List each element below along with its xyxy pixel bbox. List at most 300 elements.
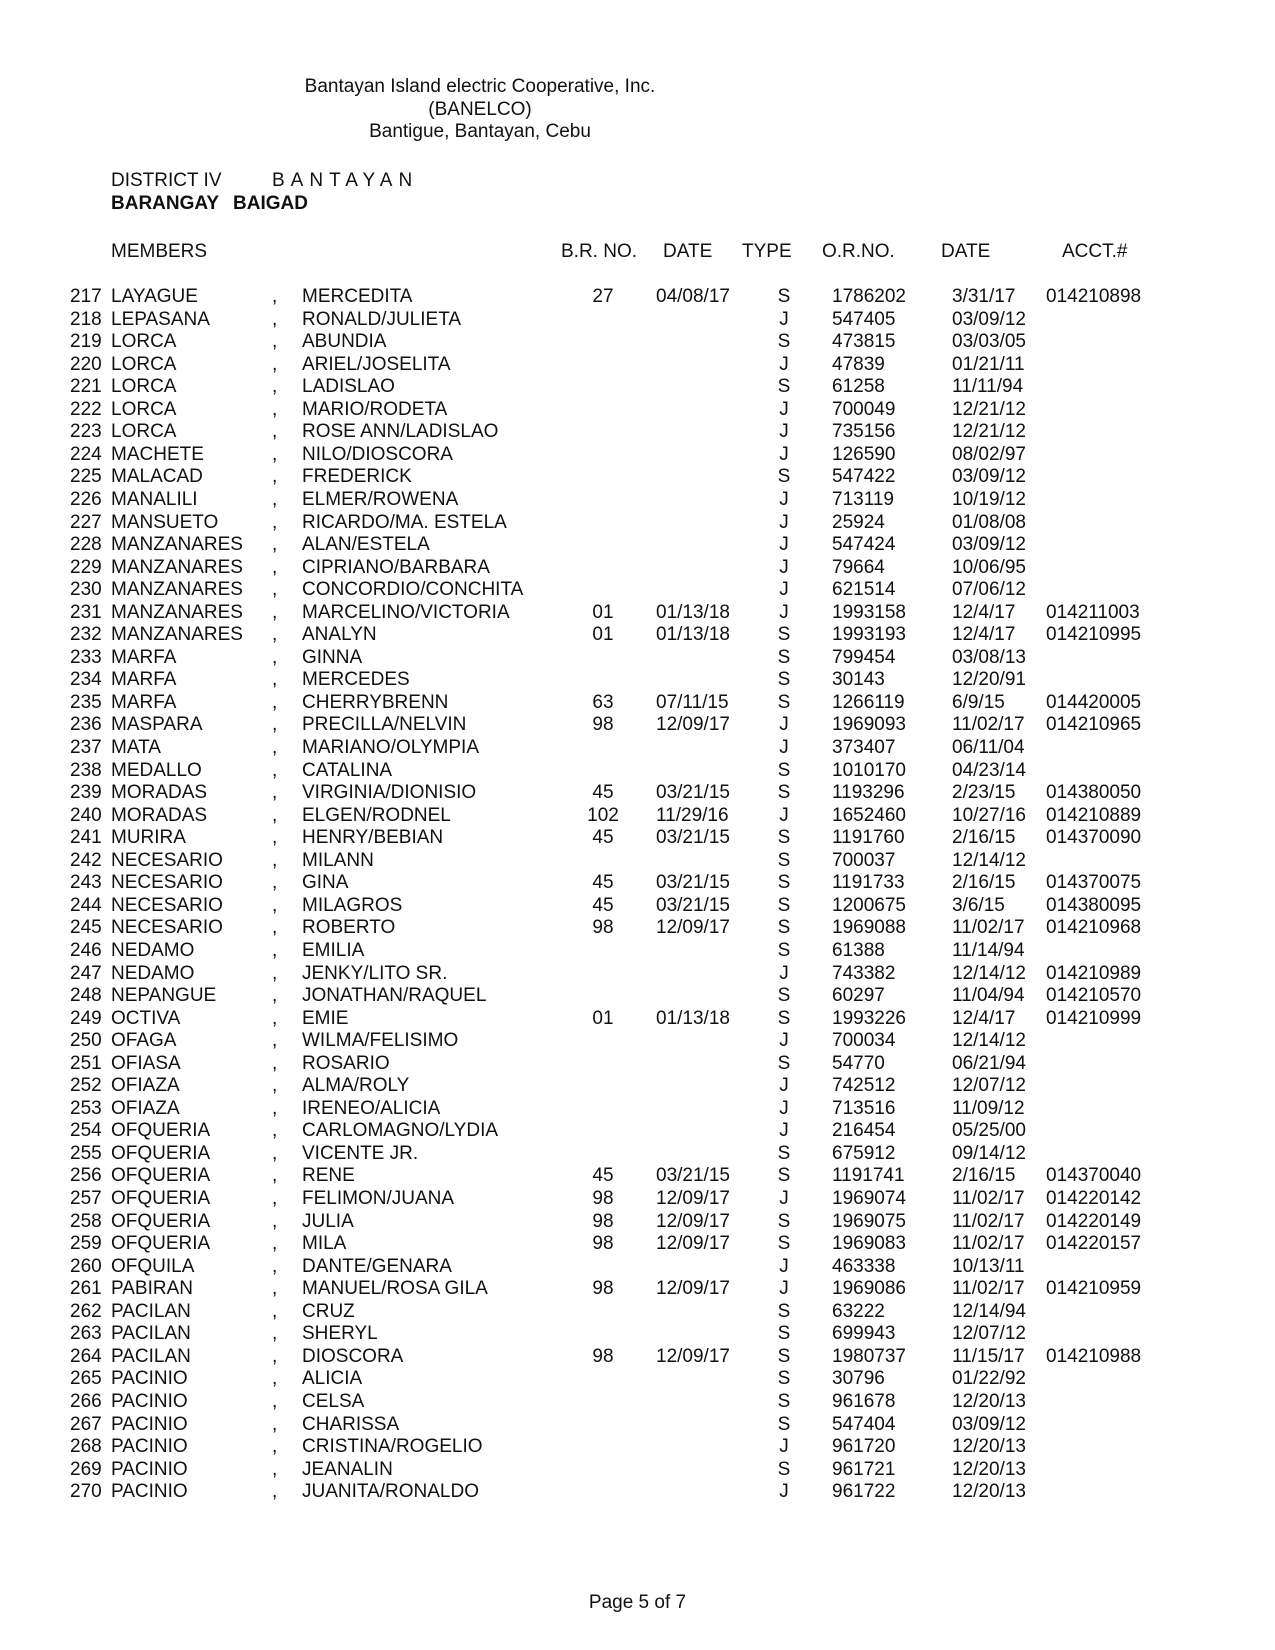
row-number: 270	[70, 1481, 102, 1503]
or-number: 961720	[832, 1436, 896, 1458]
member-first-name: MILAGROS	[302, 894, 403, 916]
name-separator: ,	[272, 308, 278, 330]
or-date: 10/19/12	[952, 488, 1026, 510]
name-separator: ,	[272, 1210, 278, 1232]
member-last-name: OFIAZA	[111, 1075, 180, 1097]
name-separator: ,	[272, 331, 278, 353]
membership-type: S	[777, 894, 791, 916]
or-date: 12/21/12	[952, 398, 1026, 420]
or-number: 1993193	[832, 624, 906, 646]
or-number: 961721	[832, 1458, 896, 1480]
br-date: 11/29/16	[656, 804, 729, 826]
membership-type: J	[779, 737, 789, 758]
row-number: 256	[70, 1165, 102, 1187]
row-number: 261	[70, 1278, 102, 1300]
or-date: 09/14/12	[952, 1142, 1026, 1164]
or-date: 12/14/12	[952, 849, 1026, 871]
or-date: 12/4/17	[952, 624, 1016, 646]
member-first-name: CATALINA	[302, 759, 393, 781]
br-date: 01/13/18	[656, 1007, 730, 1029]
table-row	[0, 1481, 1275, 1503]
membership-type: J	[779, 534, 789, 556]
or-number: 30143	[832, 669, 885, 691]
row-number: 249	[70, 1007, 102, 1029]
name-separator: ,	[272, 894, 278, 916]
organization-header	[300, 76, 660, 144]
member-first-name: RENE	[302, 1165, 355, 1187]
name-separator: ,	[272, 827, 278, 849]
or-date: 11/14/94	[952, 939, 1025, 961]
table-row	[0, 760, 1275, 782]
row-number: 253	[70, 1097, 102, 1119]
table-row	[0, 579, 1275, 601]
br-number: 98	[592, 1210, 614, 1232]
account-number: 014210570	[1046, 985, 1142, 1007]
member-last-name: LORCA	[111, 353, 177, 375]
table-row	[0, 669, 1275, 691]
or-number: 60297	[832, 985, 885, 1007]
br-number: 63	[592, 691, 614, 713]
or-date: 11/02/17	[952, 1233, 1025, 1255]
name-separator: ,	[272, 556, 278, 578]
membership-type: J	[779, 1481, 789, 1503]
br-number: 98	[592, 1188, 614, 1209]
row-number: 246	[70, 939, 102, 961]
table-row	[0, 534, 1275, 556]
member-last-name: OFIAZA	[111, 1097, 180, 1119]
name-separator: ,	[272, 286, 278, 307]
row-number: 226	[70, 488, 102, 510]
or-date: 12/20/13	[952, 1436, 1026, 1458]
member-first-name: JUANITA/RONALDO	[302, 1481, 480, 1503]
table-row	[0, 286, 1275, 308]
or-date: 12/20/91	[952, 669, 1026, 691]
or-date: 12/07/12	[952, 1323, 1026, 1345]
or-number: 1969088	[832, 917, 906, 939]
br-number: 45	[592, 782, 614, 804]
or-number: 547404	[832, 1413, 896, 1435]
member-last-name: PACINIO	[111, 1413, 188, 1435]
member-last-name: PACINIO	[111, 1368, 188, 1390]
or-date: 12/14/94	[952, 1300, 1026, 1322]
membership-type: J	[779, 556, 789, 578]
table-row	[0, 692, 1275, 714]
name-separator: ,	[272, 962, 278, 984]
membership-type: J	[779, 1097, 789, 1119]
row-number: 218	[70, 308, 102, 330]
member-first-name: ANALYN	[302, 624, 377, 646]
account-number: 014380050	[1046, 782, 1142, 804]
membership-type: S	[777, 1233, 791, 1255]
member-last-name: NECESARIO	[111, 917, 223, 939]
or-number: 799454	[832, 646, 896, 668]
membership-type: S	[777, 376, 791, 398]
member-first-name: JENKY/LITO SR.	[302, 962, 448, 984]
membership-type: J	[779, 308, 789, 330]
membership-type: S	[777, 985, 791, 1007]
or-date: 2/23/15	[952, 782, 1016, 804]
or-number: 1980737	[832, 1345, 906, 1367]
or-date: 3/31/17	[952, 286, 1016, 307]
or-date: 11/09/12	[952, 1097, 1025, 1119]
member-first-name: ARIEL/JOSELITA	[302, 353, 451, 375]
row-number: 225	[70, 466, 102, 488]
table-row	[0, 850, 1275, 872]
br-date: 07/11/15	[656, 691, 729, 713]
or-date: 12/4/17	[952, 601, 1016, 623]
member-last-name: PACILAN	[111, 1345, 191, 1367]
membership-type: J	[779, 601, 789, 623]
membership-type: J	[779, 579, 789, 601]
member-last-name: MASPARA	[111, 714, 203, 736]
or-date: 2/16/15	[952, 827, 1016, 849]
name-separator: ,	[272, 1481, 278, 1503]
member-first-name: VIRGINIA/DIONISIO	[302, 782, 477, 804]
name-separator: ,	[272, 1323, 278, 1345]
member-first-name: GINNA	[302, 646, 363, 668]
member-first-name: MERCEDES	[302, 669, 410, 691]
br-number: 45	[592, 872, 614, 894]
account-number: 014220157	[1046, 1233, 1142, 1255]
member-first-name: CRUZ	[302, 1300, 355, 1322]
name-separator: ,	[272, 782, 278, 804]
or-date: 01/22/92	[952, 1368, 1026, 1390]
membership-type: S	[777, 1165, 791, 1187]
or-number: 700034	[832, 1030, 896, 1052]
account-number: 014220149	[1046, 1210, 1142, 1232]
member-last-name: MATA	[111, 737, 161, 758]
member-first-name: MILA	[302, 1233, 347, 1255]
or-number: 1266119	[832, 691, 905, 713]
br-number: 45	[592, 1165, 614, 1187]
member-last-name: OFQUERIA	[111, 1188, 211, 1209]
or-number: 25924	[832, 511, 885, 533]
row-number: 229	[70, 556, 102, 578]
membership-type: S	[777, 691, 791, 713]
member-last-name: MORADAS	[111, 782, 208, 804]
table-row	[0, 376, 1275, 398]
membership-type: J	[779, 353, 789, 375]
name-separator: ,	[272, 939, 278, 961]
table-row	[0, 1120, 1275, 1142]
br-date: 03/21/15	[656, 1165, 730, 1187]
or-number: 1969086	[832, 1278, 906, 1300]
member-first-name: CHARISSA	[302, 1413, 400, 1435]
row-number: 217	[70, 286, 102, 307]
member-first-name: EMILIA	[302, 939, 365, 961]
member-first-name: MARCELINO/VICTORIA	[302, 601, 510, 623]
member-first-name: ELMER/ROWENA	[302, 488, 459, 510]
member-last-name: MANZANARES	[111, 579, 243, 601]
br-date: 12/09/17	[656, 917, 730, 939]
row-number: 258	[70, 1210, 102, 1232]
member-last-name: NECESARIO	[111, 872, 223, 894]
name-separator: ,	[272, 759, 278, 781]
member-last-name: LORCA	[111, 421, 177, 443]
name-separator: ,	[272, 1120, 278, 1142]
row-number: 234	[70, 669, 102, 691]
row-number: 224	[70, 443, 102, 465]
br-date: 12/09/17	[656, 714, 730, 736]
or-number: 621514	[832, 579, 896, 601]
row-number: 235	[70, 691, 102, 713]
member-last-name: MANZANARES	[111, 624, 243, 646]
member-first-name: ALAN/ESTELA	[302, 534, 430, 556]
account-number: 014370075	[1046, 872, 1142, 894]
name-separator: ,	[272, 1300, 278, 1322]
table-row	[0, 805, 1275, 827]
or-number: 61388	[832, 939, 885, 961]
or-date: 10/13/11	[952, 1255, 1025, 1277]
membership-type: J	[779, 421, 789, 443]
row-number: 254	[70, 1120, 102, 1142]
or-date: 6/9/15	[952, 691, 1005, 713]
table-row	[0, 917, 1275, 939]
name-separator: ,	[272, 1345, 278, 1367]
or-number: 79664	[832, 556, 885, 578]
or-date: 11/02/17	[952, 917, 1025, 939]
table-row	[0, 737, 1275, 759]
or-number: 700037	[832, 849, 896, 871]
member-first-name: DANTE/GENARA	[302, 1255, 452, 1277]
row-number: 238	[70, 759, 102, 781]
table-row	[0, 354, 1275, 376]
member-first-name: RONALD/JULIETA	[302, 308, 462, 330]
table-row	[0, 309, 1275, 331]
row-number: 252	[70, 1075, 102, 1097]
membership-type: S	[777, 646, 791, 668]
member-last-name: MANZANARES	[111, 534, 243, 556]
row-number: 255	[70, 1142, 102, 1164]
account-number: 014370040	[1046, 1165, 1142, 1187]
member-last-name: MALACAD	[111, 466, 203, 488]
row-number: 219	[70, 331, 102, 353]
table-row	[0, 1278, 1275, 1300]
membership-type: S	[777, 1390, 791, 1412]
or-date: 03/09/12	[952, 534, 1026, 556]
or-number: 473815	[832, 331, 896, 353]
name-separator: ,	[272, 511, 278, 533]
table-row	[0, 985, 1275, 1007]
membership-type: S	[777, 782, 791, 804]
name-separator: ,	[272, 1390, 278, 1412]
org-abbreviation: (BANELCO)	[428, 98, 532, 120]
or-date: 2/16/15	[952, 872, 1016, 894]
member-last-name: MACHETE	[111, 443, 204, 465]
membership-type: J	[779, 1075, 789, 1097]
name-separator: ,	[272, 691, 278, 713]
or-date: 03/03/05	[952, 331, 1026, 353]
row-number: 264	[70, 1345, 102, 1367]
or-number: 61258	[832, 376, 885, 398]
membership-type: S	[777, 1413, 791, 1435]
or-number: 700049	[832, 398, 896, 420]
member-first-name: CONCORDIO/CONCHITA	[302, 579, 524, 601]
member-first-name: WILMA/FELISIMO	[302, 1030, 459, 1052]
row-number: 266	[70, 1390, 102, 1412]
or-date: 01/21/11	[952, 353, 1025, 375]
org-address: Bantigue, Bantayan, Cebu	[369, 121, 591, 142]
name-separator: ,	[272, 488, 278, 510]
member-first-name: IRENEO/ALICIA	[302, 1097, 441, 1119]
or-number: 699943	[832, 1323, 896, 1345]
membership-type: S	[777, 872, 791, 894]
org-name: Bantayan Island electric Cooperative, Inc.	[304, 76, 656, 97]
or-number: 547424	[832, 534, 896, 556]
member-last-name: OFQUERIA	[111, 1165, 211, 1187]
table-row	[0, 466, 1275, 488]
name-separator: ,	[272, 1075, 278, 1097]
membership-type: J	[779, 1030, 789, 1052]
membership-type: S	[777, 939, 791, 961]
name-separator: ,	[272, 1097, 278, 1119]
member-first-name: ABUNDIA	[302, 331, 387, 353]
name-separator: ,	[272, 985, 278, 1007]
br-date: 12/09/17	[656, 1345, 730, 1367]
row-number: 257	[70, 1188, 102, 1209]
br-date: 03/21/15	[656, 894, 730, 916]
br-date: 12/09/17	[656, 1233, 730, 1255]
table-row	[0, 1143, 1275, 1165]
member-last-name: MORADAS	[111, 804, 208, 826]
row-number: 259	[70, 1233, 102, 1255]
table-row	[0, 714, 1275, 736]
col-header-or-date: DATE	[941, 241, 991, 262]
or-date: 12/21/12	[952, 421, 1026, 443]
member-last-name: PACILAN	[111, 1323, 191, 1345]
member-last-name: LORCA	[111, 331, 177, 353]
member-first-name: JEANALIN	[302, 1458, 393, 1480]
name-separator: ,	[272, 804, 278, 826]
member-last-name: PACINIO	[111, 1481, 188, 1503]
name-separator: ,	[272, 669, 278, 691]
member-last-name: PACINIO	[111, 1436, 188, 1458]
br-date: 04/08/17	[656, 286, 730, 307]
member-first-name: PRECILLA/NELVIN	[302, 714, 467, 736]
name-separator: ,	[272, 849, 278, 871]
or-date: 03/09/12	[952, 466, 1026, 488]
col-header-members: MEMBERS	[111, 241, 208, 262]
or-number: 1200675	[832, 894, 906, 916]
member-first-name: CHERRYBRENN	[302, 691, 449, 713]
member-last-name: OFQUERIA	[111, 1233, 211, 1255]
membership-type: S	[777, 331, 791, 353]
membership-type: J	[779, 1120, 789, 1142]
or-date: 12/4/17	[952, 1007, 1016, 1029]
table-row	[0, 489, 1275, 511]
or-number: 216454	[832, 1120, 896, 1142]
member-last-name: LORCA	[111, 398, 177, 420]
membership-type: J	[779, 1255, 789, 1277]
member-last-name: OFQUERIA	[111, 1210, 211, 1232]
member-first-name: SHERYL	[302, 1323, 378, 1345]
row-number: 260	[70, 1255, 102, 1277]
name-separator: ,	[272, 1188, 278, 1209]
membership-type: J	[779, 804, 789, 826]
br-number: 01	[592, 624, 614, 646]
account-number: 014210999	[1046, 1007, 1142, 1029]
member-last-name: MANZANARES	[111, 601, 243, 623]
member-last-name: MARFA	[111, 691, 177, 713]
table-row	[0, 1165, 1275, 1187]
br-number: 102	[587, 804, 619, 826]
row-number: 239	[70, 782, 102, 804]
br-number: 98	[592, 714, 614, 736]
name-separator: ,	[272, 1413, 278, 1435]
table-row	[0, 827, 1275, 849]
table-row	[0, 557, 1275, 579]
or-date: 04/23/14	[952, 759, 1026, 781]
row-number: 241	[70, 827, 102, 849]
member-last-name: OCTIVA	[111, 1007, 181, 1029]
table-row	[0, 399, 1275, 421]
col-header-br-no: B.R. NO.	[561, 241, 638, 262]
account-number: 014220142	[1046, 1188, 1142, 1209]
or-number: 1191741	[832, 1165, 905, 1187]
member-first-name: FREDERICK	[302, 466, 412, 488]
name-separator: ,	[272, 398, 278, 420]
row-number: 222	[70, 398, 102, 420]
col-header-or-no: O.R.NO.	[822, 241, 895, 262]
or-number: 1969083	[832, 1233, 906, 1255]
or-number: 1191760	[832, 827, 905, 849]
or-number: 1969074	[832, 1188, 906, 1209]
membership-type: S	[777, 286, 791, 307]
row-number: 230	[70, 579, 102, 601]
or-number: 961722	[832, 1481, 896, 1503]
membership-type: S	[777, 669, 791, 691]
table-row	[0, 512, 1275, 534]
member-last-name: NECESARIO	[111, 849, 223, 871]
table-row	[0, 421, 1275, 443]
row-number: 228	[70, 534, 102, 556]
account-number: 014210898	[1046, 286, 1142, 307]
membership-type: J	[779, 488, 789, 510]
member-last-name: OFIASA	[111, 1052, 181, 1074]
barangay-label: BARANGAY	[111, 193, 220, 214]
br-number: 98	[592, 917, 614, 939]
membership-type: S	[777, 1458, 791, 1480]
member-last-name: NECESARIO	[111, 894, 223, 916]
or-number: 713516	[832, 1097, 896, 1119]
row-number: 245	[70, 917, 102, 939]
or-date: 10/27/16	[952, 804, 1026, 826]
membership-type: S	[777, 1300, 791, 1322]
br-number: 27	[592, 286, 614, 307]
br-date: 03/21/15	[656, 827, 730, 849]
or-number: 742512	[832, 1075, 896, 1097]
name-separator: ,	[272, 443, 278, 465]
member-first-name: GINA	[302, 872, 349, 894]
account-number: 014380095	[1046, 894, 1142, 916]
table-row	[0, 1211, 1275, 1233]
membership-type: S	[777, 917, 791, 939]
table-row	[0, 444, 1275, 466]
or-number: 63222	[832, 1300, 885, 1322]
member-last-name: OFAGA	[111, 1030, 177, 1052]
member-first-name: LADISLAO	[302, 376, 395, 398]
table-row	[0, 624, 1275, 646]
name-separator: ,	[272, 1368, 278, 1390]
or-date: 08/02/97	[952, 443, 1026, 465]
member-first-name: NILO/DIOSCORA	[302, 443, 453, 465]
account-number: 014210889	[1046, 804, 1142, 826]
member-first-name: CARLOMAGNO/LYDIA	[302, 1120, 499, 1142]
member-last-name: LAYAGUE	[111, 286, 198, 307]
name-separator: ,	[272, 376, 278, 398]
table-row	[0, 647, 1275, 669]
member-last-name: NEDAMO	[111, 962, 195, 984]
